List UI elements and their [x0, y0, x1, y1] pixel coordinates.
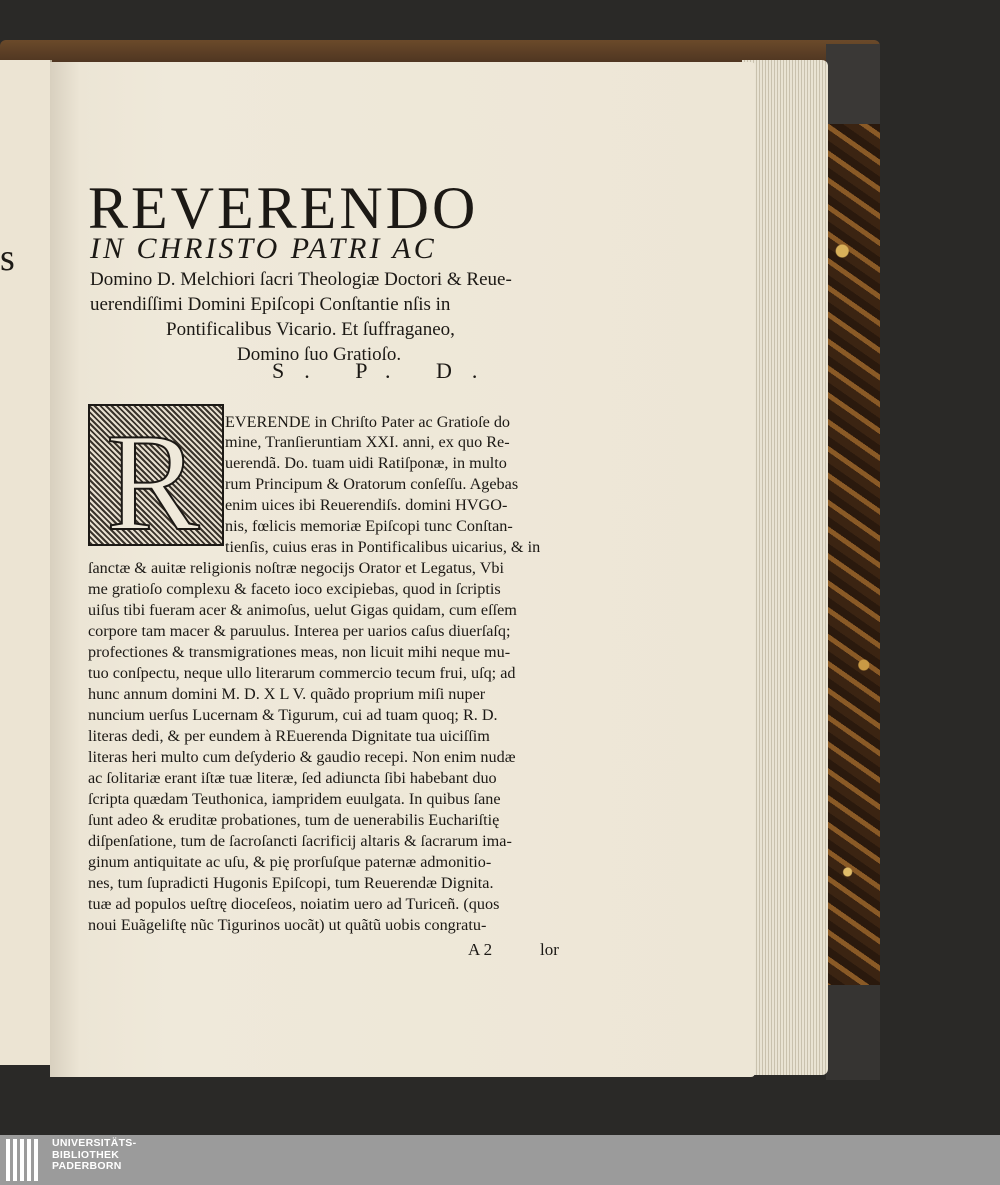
book-cover-corner-top	[826, 44, 880, 124]
library-name	[52, 1138, 136, 1173]
body-line: ſanctæ & auitæ religionis noſtræ negocijs Orator et Legatus, Vbi	[88, 559, 505, 577]
left-page-glyph: s	[0, 237, 15, 279]
body-line: hunc annum domini M. D. X L V. quãdo proprium miſi nuper	[88, 685, 486, 703]
body-line: literas dedi, & per eundem à REuerenda Dignitate tua uiciſſim	[88, 727, 490, 745]
book-cover-corner-bottom	[826, 985, 880, 1080]
library-footer-bar	[0, 1135, 1000, 1185]
body-line: nes, tum ſupradicti Hugonis Epiſcopi, tum Reuerendæ Dignita.	[88, 874, 494, 892]
body-line: ginum antiquitate ac uſu, & pię prorſuſque paternæ admonitio-	[88, 853, 492, 871]
body-line: profectiones & transmigrationes meas, non licuit mihi neque mu-	[88, 643, 511, 661]
body-line: nuncium uerſus Lucernam & Tigurum, cui ad tuam quoq; R. D.	[88, 706, 498, 724]
book-cover-marbled	[826, 44, 880, 1079]
left-page	[0, 60, 52, 1065]
library-logo-icon	[6, 1139, 44, 1181]
right-page	[50, 62, 755, 1077]
body-line: ſunt adeo & eruditæ probationes, tum de uenerabilis Euchariſtię	[88, 811, 500, 829]
address-line: Domino ſuo Gratioſo.	[237, 344, 402, 365]
address-line: Domino D. Melchiori ſacri Theologiæ Doctori & Reue-	[90, 269, 512, 290]
body-line: me gratioſo complexu & faceto ioco excipiebas, quod in ſcriptis	[88, 580, 501, 598]
body-line: noui Euãgeliſtę nũc Tigurinos uocãt) ut quãtũ uobis congratu-	[88, 916, 487, 934]
decorated-initial	[88, 404, 224, 560]
body-line: tuæ ad populos ueſtrę dioceſeos, noiatim uero ad Turiceñ. (quos	[88, 895, 500, 913]
catchword: lor	[540, 940, 559, 959]
address-line: Pontificalibus Vicario. Et ſuffraganeo,	[166, 319, 455, 340]
body-line: enim uices ibi Reuerendiſs. domini HVGO-	[225, 496, 508, 514]
address-line: uerendiſſimi Domini Epiſcopi Conſtantie nſis in	[90, 294, 451, 315]
library-name-line: UNIVERSITÄTS-	[52, 1137, 137, 1149]
body-line: rum Principum & Oratorum conſeſſu. Agebas	[225, 475, 519, 493]
signature-mark: A 2	[468, 940, 493, 959]
body-line: ſcripta quædam Teuthonica, iampridem euulgata. In quibus ſane	[88, 790, 501, 808]
body-line: tuo conſpectu, neque ullo literarum commercio tecum frui, uſq; ad	[88, 664, 516, 682]
page-title: REVERENDO	[88, 175, 479, 241]
body-line: corpore tam macer & paruulus. Interea per uarios caſus diuerſaſq;	[88, 622, 511, 640]
body-line: nis, fœlicis memoriæ Epiſcopi tunc Conſtan-	[225, 517, 513, 535]
body-line: literas heri multo cum deſyderio & gaudio recepi. Non enim nudæ	[88, 748, 516, 766]
body-line: EVERENDE in Chriſto Pater ac Gratioſe do	[225, 413, 511, 431]
body-line: tienſis, cuius eras in Pontificalibus uicarius, & in	[225, 538, 541, 556]
library-name-line: BIBLIOTHEK	[52, 1148, 120, 1161]
library-name-line: PADERBORN	[52, 1160, 122, 1172]
body-line: mine, Tranſieruntiam XXI. anni, ex quo Re-	[225, 433, 510, 451]
body-line: diſpenſatione, tum de ſacroſancti ſacrificij altaris & ſacrarum ima-	[88, 832, 512, 850]
initial-letter: R	[106, 405, 200, 560]
salutation: S. P. D.	[272, 358, 498, 383]
page-subtitle: IN CHRISTO PATRI AC	[90, 232, 437, 265]
body-line: ac ſolitariæ erant iſtæ tuæ literæ, ſed adiuncta ſibi habebant duo	[88, 769, 497, 787]
body-line: uiſus tibi fueram acer & animoſus, uelut Gigas quidam, cum eſſem	[88, 601, 517, 619]
body-line: uerendã. Do. tuam uidi Ratiſponæ, in multo	[225, 454, 507, 472]
